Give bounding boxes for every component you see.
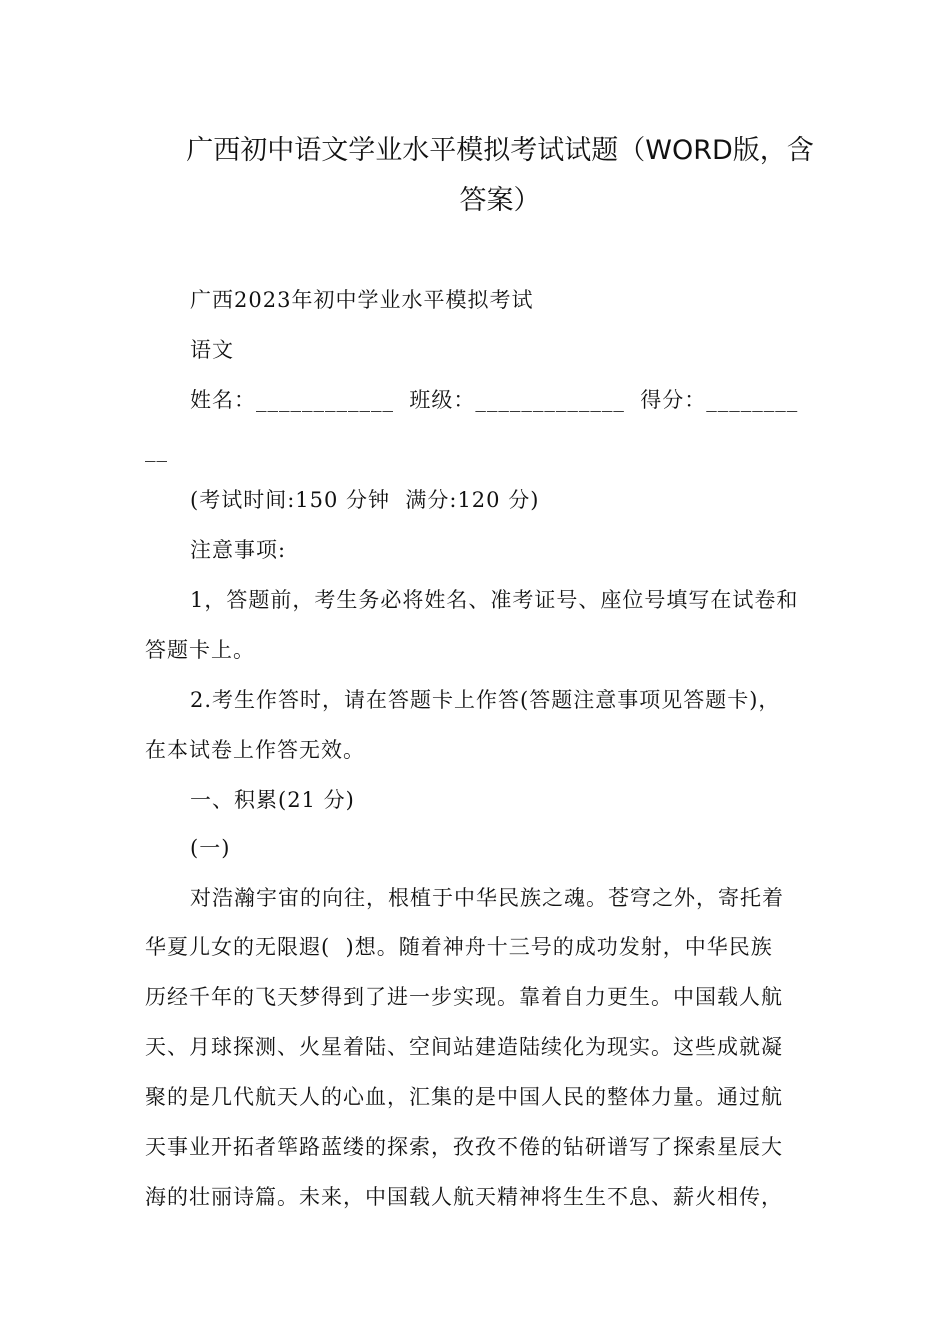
document-title-line-1: 广西初中语文学业水平模拟考试试题（WORD版，含 (186, 135, 814, 166)
notice-item-1-continued: 答题卡上。 (145, 638, 255, 662)
subsection-heading: (一) (190, 836, 231, 860)
notice-item-1: 1，答题前，考生务必将姓名、准考证号、座位号填写在试卷和 (190, 588, 799, 612)
subject: 语文 (190, 338, 234, 362)
student-info-line: 姓名：____________ 班级：_____________ 得分：________ (190, 388, 799, 412)
notice-item-2-continued: 在本试卷上作答无效。 (145, 738, 365, 762)
passage-line: 华夏儿女的无限遐( )想。随着神舟十三号的成功发射，中华民族 (145, 935, 773, 959)
passage-line: 聚的是几代航天人的心血，汇集的是中国人民的整体力量。通过航 (145, 1085, 783, 1109)
student-info-line-continued: __ (145, 438, 168, 462)
section-heading: 一、积累(21 分) (190, 788, 355, 812)
passage-line: 历经千年的飞天梦得到了进一步实现。靠着自力更生。中国载人航 (145, 985, 783, 1009)
notice-item-2: 2.考生作答时，请在答题卡上作答(答题注意事项见答题卡)， (190, 688, 781, 712)
notice-heading: 注意事项: (190, 538, 287, 562)
document-title-line-2: 答案） (459, 185, 541, 216)
exam-name: 广西2023年初中学业水平模拟考试 (190, 288, 534, 312)
passage-line: 天、月球探测、火星着陆、空间站建造陆续化为现实。这些成就凝 (145, 1035, 783, 1059)
passage-line: 天事业开拓者筚路蓝缕的探索，孜孜不倦的钻研谱写了探索星辰大 (145, 1135, 783, 1159)
passage-line: 海的壮丽诗篇。未来，中国载人航天精神将生生不息、薪火相传， (145, 1185, 783, 1209)
exam-time: (考试时间:150 分钟 满分:120 分) (190, 488, 540, 512)
passage-line: 对浩瀚宇宙的向往，根植于中华民族之魂。苍穹之外，寄托着 (190, 886, 784, 910)
